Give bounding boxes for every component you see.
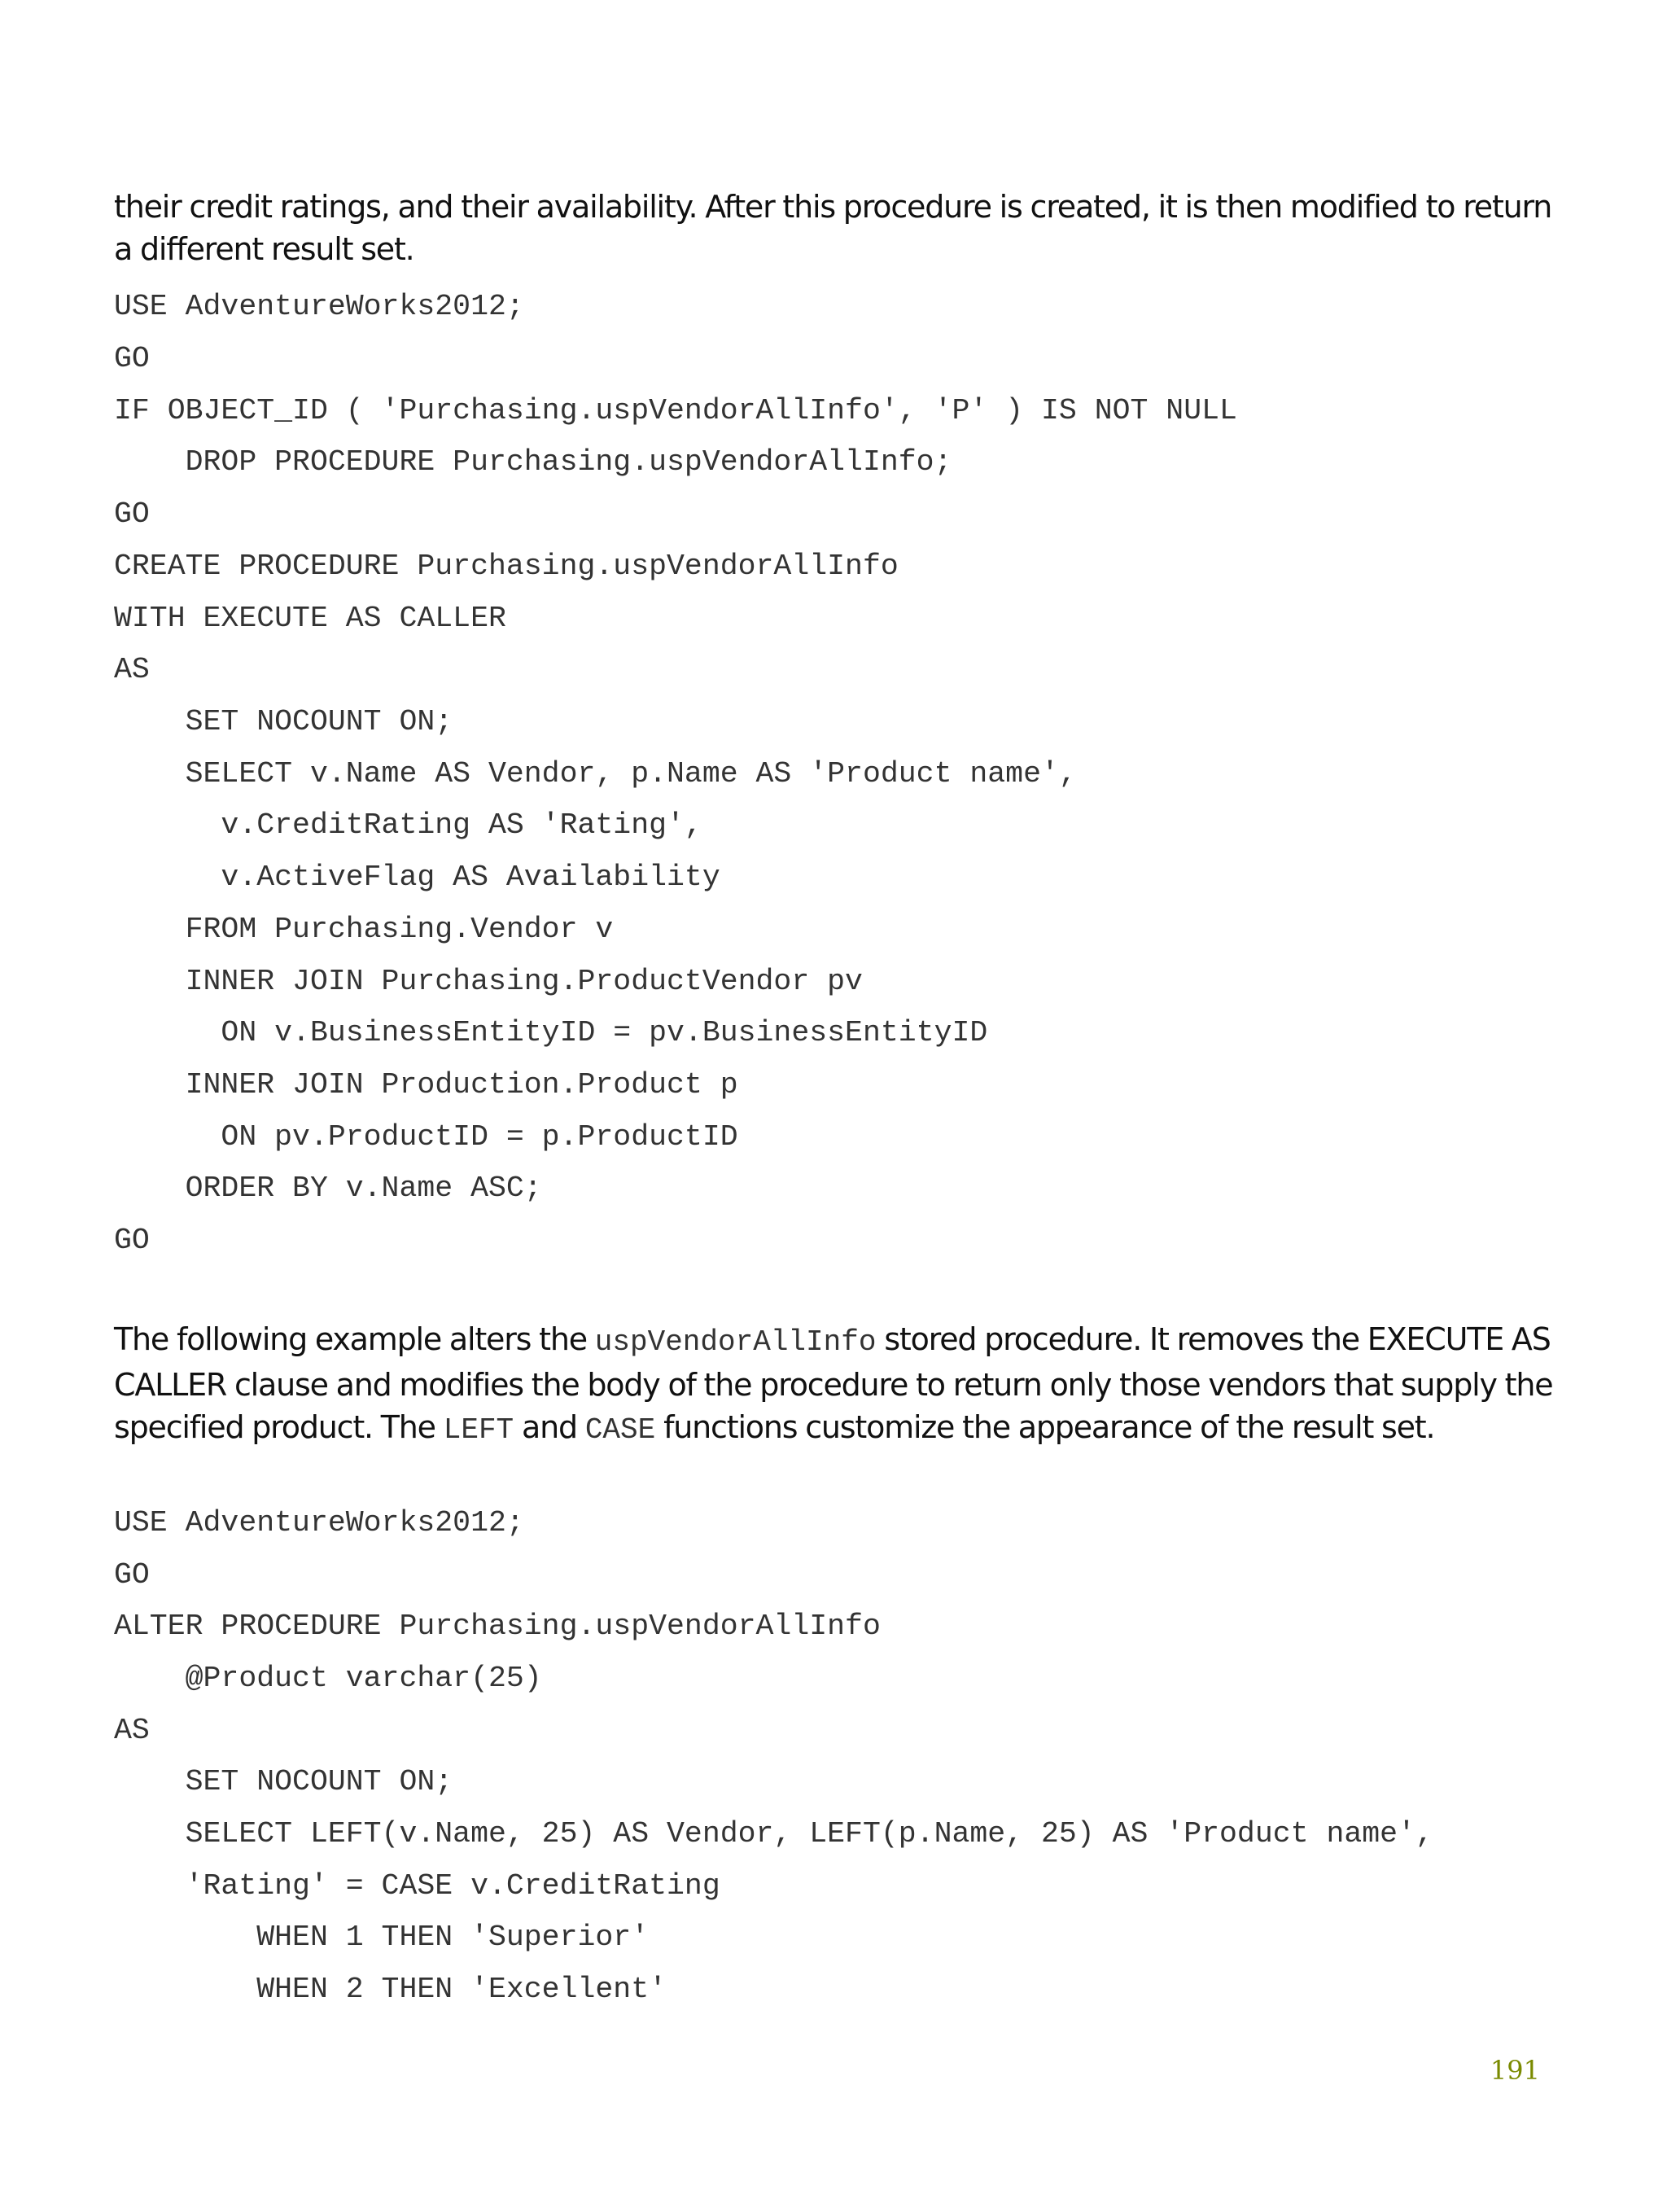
code-line: WHEN 2 THEN 'Excellent': [114, 1973, 667, 2006]
code-line: GO: [114, 342, 150, 375]
code-line: FROM Purchasing.Vendor v: [114, 913, 614, 946]
code-line: INNER JOIN Purchasing.ProductVendor pv: [114, 965, 863, 998]
code-line: SET NOCOUNT ON;: [114, 1765, 453, 1798]
inline-code-case: CASE: [584, 1413, 656, 1447]
code-line: SELECT v.Name AS Vendor, p.Name AS 'Product name',: [114, 757, 1077, 791]
intro-paragraph: their credit ratings, and their availability. After this procedure is created, it is then modified to return a different result set.: [114, 189, 1552, 267]
code-line: DROP PROCEDURE Purchasing.uspVendorAllInfo;: [114, 445, 952, 479]
page-number: 191: [1490, 2055, 1540, 2086]
code-line: CREATE PROCEDURE Purchasing.uspVendorAllInfo: [114, 550, 899, 583]
code-line: v.CreditRating AS 'Rating',: [114, 808, 702, 842]
code-line: USE AdventureWorks2012;: [114, 1506, 524, 1540]
code-line: SET NOCOUNT ON;: [114, 705, 453, 738]
code-line: SELECT LEFT(v.Name, 25) AS Vendor, LEFT(p.Name, 25) AS 'Product name',: [114, 1817, 1433, 1851]
code-line: GO: [114, 1558, 150, 1592]
code-line: AS: [114, 1714, 150, 1747]
code-line: INNER JOIN Production.Product p: [114, 1068, 738, 1102]
paragraph-text: and: [514, 1409, 585, 1445]
code-line: ON pv.ProductID = p.ProductID: [114, 1120, 738, 1154]
code-line: v.ActiveFlag AS Availability: [114, 861, 720, 894]
code-line: WITH EXECUTE AS CALLER: [114, 602, 506, 635]
code-line: GO: [114, 1224, 150, 1257]
inline-code-left: LEFT: [443, 1413, 514, 1447]
code-line: ALTER PROCEDURE Purchasing.uspVendorAllInfo: [114, 1610, 881, 1643]
code-line: AS: [114, 653, 150, 686]
inline-code-procedure-name: uspVendorAllInfo: [594, 1325, 877, 1359]
code-line: ON v.BusinessEntityID = pv.BusinessEntityID: [114, 1016, 988, 1049]
paragraph-text: functions customize the appearance of the result set.: [655, 1409, 1435, 1445]
code-line: @Product varchar(25): [114, 1662, 542, 1695]
code-line: 'Rating' = CASE v.CreditRating: [114, 1869, 720, 1903]
code-line: IF OBJECT_ID ( 'Purchasing.uspVendorAllInfo', 'P' ) IS NOT NULL: [114, 394, 1237, 427]
code-line: ORDER BY v.Name ASC;: [114, 1172, 542, 1205]
code-line: GO: [114, 497, 150, 531]
code-line: WHEN 1 THEN 'Superior': [114, 1921, 650, 1954]
paragraph-text: stored procedure. It removes the EXECUTE AS CALLER clause and modifies the body of the procedure to return only those vendors that supply the specified product. The: [114, 1321, 1553, 1445]
alter-description-paragraph: [114, 1318, 1555, 1452]
code-line: USE AdventureWorks2012;: [114, 290, 524, 323]
paragraph-text: The following example alters the: [114, 1321, 595, 1357]
